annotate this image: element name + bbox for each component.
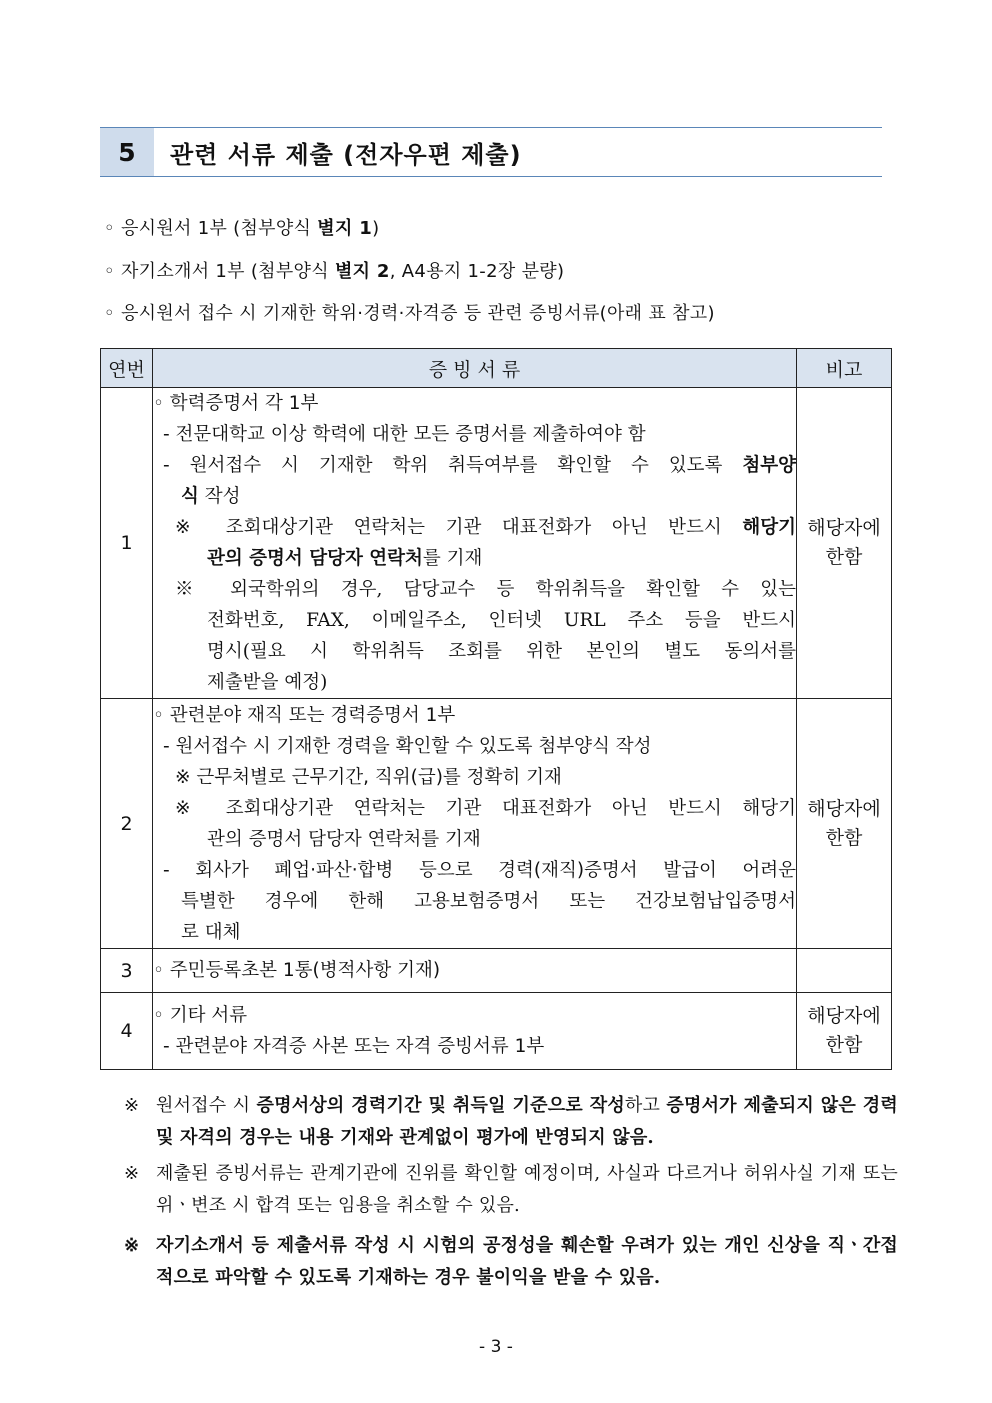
documents-table (100, 348, 892, 1070)
row-content: ◦ 학력증명서 각 1부 - 전문대학교 이상 학력에 대한 모든 증명서를 제출하여야 함 - 원서접수 시 기재한 학위 취득여부를 확인할 수 있도록 첨부양 식 작성 ※ 조회대상기관 연락처는 기관 대표전화가 아닌 반드시 해당기 관의 증명서 담당자 연락처를 기재 ※ 외국학위의 경우, 담당교수 등 학위취득을 확인할 수 있는 전화번호, FAX, 이메일주소, 인터넷 URL 주소 등을 반드시 명시(필요 시 학위취득 조회를 위한 본인의 별도 동의서를 제출받을 예정) (153, 388, 797, 699)
footnote-verification: ※ 제출된 증빙서류는 관계기관에 진위를 확인할 예정이며, 사실과 다르거나 허위사실 기재 또는 위ㆍ변조 시 합격 또는 임용을 취소할 수 있음. (124, 1163, 898, 1216)
row-content: ◦ 기타 서류 - 관련분야 자격증 사본 또는 자격 증빙서류 1부 (153, 993, 797, 1070)
table-row (101, 993, 892, 1070)
header-documents: 증 빙 서 류 (153, 349, 797, 388)
row-note: 해당자에 한함 (797, 993, 892, 1070)
section-number: 5 (100, 128, 154, 176)
bullet-supporting-documents: ◦ 응시원서 접수 시 기재한 학위·경력·자격증 등 관련 증빙서류(아래 표 참고) (104, 303, 715, 324)
bullet-application-form: ◦ 응시원서 1부 (첨부양식 별지 1) (104, 218, 380, 239)
table-row (101, 388, 892, 699)
table-row (101, 949, 892, 993)
section-header (100, 127, 882, 177)
row-number: 2 (101, 699, 153, 949)
row-number: 3 (101, 949, 153, 993)
footnote-privacy: ※ 자기소개서 등 제출서류 작성 시 시험의 공정성을 훼손할 우려가 있는 개인 신상을 직ㆍ간접적으로 파악할 수 있도록 기재하는 경우 불이익을 받을 수 있음. (124, 1235, 898, 1288)
section-title: 관련 서류 제출 (전자우편 제출) (170, 140, 522, 169)
row-content: ◦ 주민등록초본 1통(병적사항 기재) (153, 949, 797, 993)
header-number: 연번 (101, 349, 153, 388)
row-number: 1 (101, 388, 153, 699)
page-number: - 3 - (479, 1337, 513, 1357)
bullet-self-introduction: ◦ 자기소개서 1부 (첨부양식 별지 2, A4용지 1-2장 분량) (104, 261, 565, 282)
row-content: ◦ 관련분야 재직 또는 경력증명서 1부 - 원서접수 시 기재한 경력을 확인할 수 있도록 첨부양식 작성 ※ 근무처별로 근무기간, 직위(급)를 정확히 기재 ※ 조회대상기관 연락처는 기관 대표전화가 아닌 반드시 해당기 관의 증명서 담당자 연락처를 기재 - 회사가 폐업·파산·합병 등으로 경력(재직)증명서 발급이 어려운 특별한 경우에 한해 고용보험증명서 또는 건강보험납입증명서 로 대체 (153, 699, 797, 949)
row-number: 4 (101, 993, 153, 1070)
row-note: 해당자에 한함 (797, 699, 892, 949)
header-note: 비고 (797, 349, 892, 388)
row-note (797, 949, 892, 993)
footnote-evaluation: ※ 원서접수 시 증명서상의 경력기간 및 취득일 기준으로 작성하고 증명서가 제출되지 않은 경력 및 자격의 경우는 내용 기재와 관계없이 평가에 반영되지 않음. (124, 1095, 898, 1148)
row-note: 해당자에 한함 (797, 388, 892, 699)
table-row (101, 699, 892, 949)
table-header-row (101, 349, 892, 388)
